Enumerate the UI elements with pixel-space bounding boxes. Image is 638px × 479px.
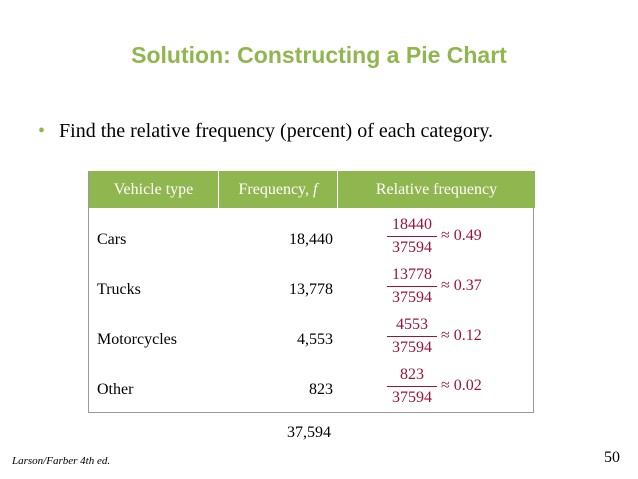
fraction-bar xyxy=(387,236,437,237)
row-frequency-cars: 18,440 xyxy=(289,231,333,248)
frequency-table xyxy=(88,171,534,413)
frequency-total: 37,594 xyxy=(287,424,331,441)
fraction-denominator: 37594 xyxy=(392,239,432,256)
bullet-item xyxy=(38,120,493,143)
page-number: 50 xyxy=(604,449,620,466)
slide-title: Solution: Constructing a Pie Chart xyxy=(131,42,507,68)
row-type-motorcycles: Motorcycles xyxy=(97,331,177,348)
fraction-bar xyxy=(387,386,437,387)
header-frequency-label: Frequency, xyxy=(238,181,314,198)
header-relative-frequency: Relative frequency xyxy=(338,171,535,208)
fraction-numerator: 18440 xyxy=(392,216,432,233)
row-type-trucks: Trucks xyxy=(97,281,141,298)
row-frequency-other: 823 xyxy=(309,381,333,398)
fraction-numerator: 13778 xyxy=(392,266,432,283)
fraction-result: ≈ 0.49 xyxy=(441,227,482,244)
fraction-result: ≈ 0.37 xyxy=(441,277,482,294)
row-type-cars: Cars xyxy=(97,231,127,248)
fraction-numerator: 4553 xyxy=(396,316,428,333)
header-frequency-var: f xyxy=(313,181,318,198)
fraction-denominator: 37594 xyxy=(392,289,432,306)
fraction-denominator: 37594 xyxy=(392,339,432,356)
footer-citation: Larson/Farber 4th ed. xyxy=(12,455,111,467)
fraction-denominator: 37594 xyxy=(392,389,432,406)
bullet-dot-icon: • xyxy=(38,120,46,142)
fraction-result: ≈ 0.02 xyxy=(441,377,482,394)
header-frequency xyxy=(219,171,337,208)
fraction-bar xyxy=(387,336,437,337)
row-frequency-motorcycles: 4,553 xyxy=(297,331,333,348)
row-frequency-trucks: 13,778 xyxy=(289,281,333,298)
fraction-numerator: 823 xyxy=(400,366,424,383)
fraction-result: ≈ 0.12 xyxy=(441,327,482,344)
row-type-other: Other xyxy=(97,381,134,398)
bullet-text: Find the relative frequency (percent) of each category. xyxy=(59,120,494,142)
header-vehicle-type: Vehicle type xyxy=(89,171,218,208)
fraction-bar xyxy=(387,286,437,287)
